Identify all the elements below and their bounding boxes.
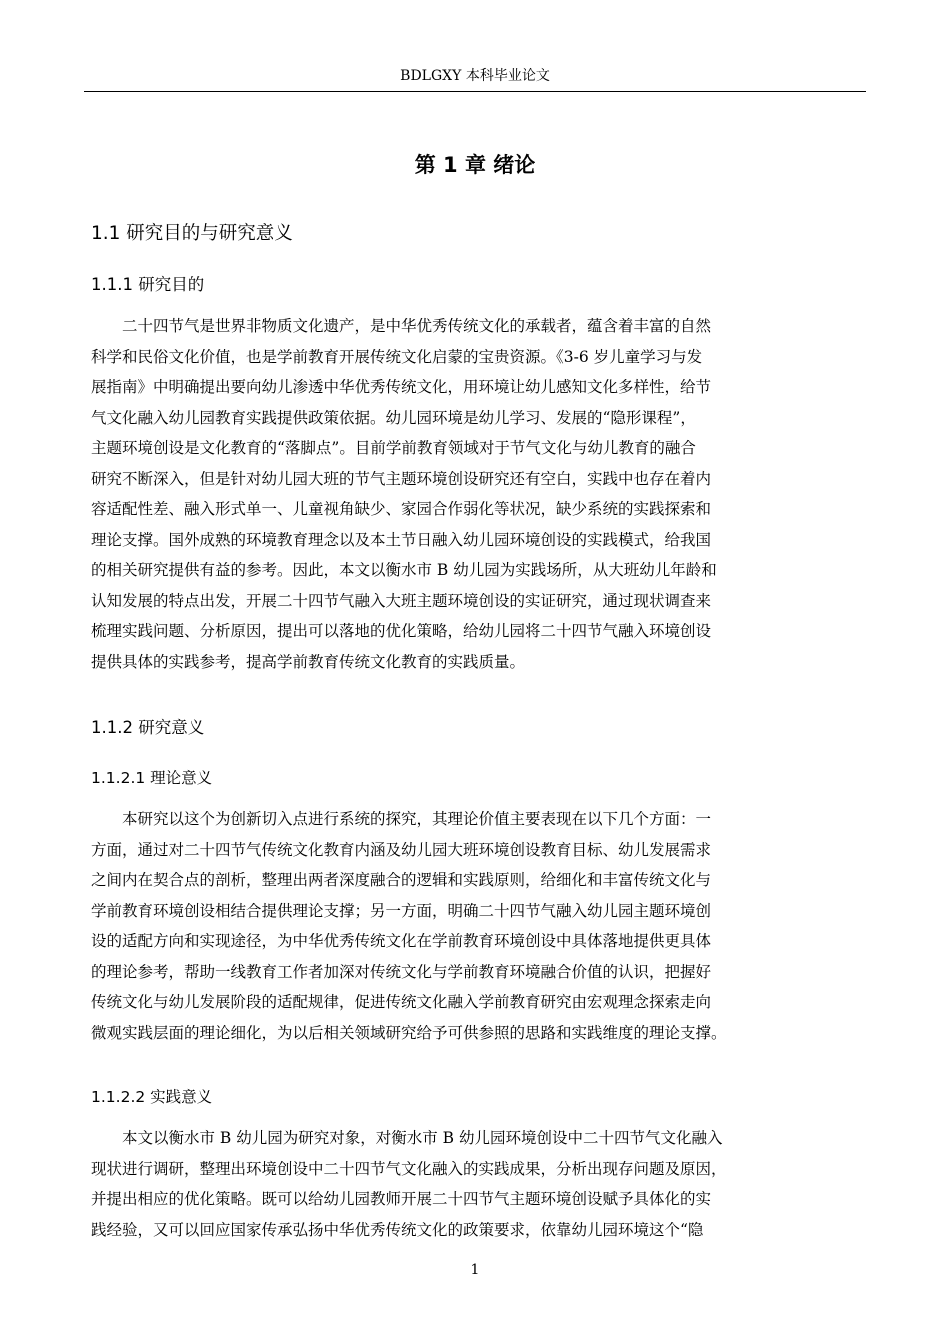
section-heading-1-1-2: 1.1.2 研究意义 [91,718,205,737]
text-line: 微观实践层面的理论细化，为以后相关领域研究给予可供参照的思路和实践维度的理论支撑。 [91,1023,727,1042]
text-line: 学前教育环境创设相结合提供理论支撑；另一方面，明确二十四节气融入幼儿园主题环境创 [91,901,712,920]
text-line: 二十四节气是世界非物质文化遗产，是中华优秀传统文化的承载者，蕴含着丰富的自然 [91,317,712,335]
text-line: 科学和民俗文化价值，也是学前教育开展传统文化启蒙的宝贵资源。《3-6 岁儿童学习与发 [91,347,703,366]
section-heading-1-1-2-1: 1.1.2.1 理论意义 [91,769,213,787]
section-heading-1-1-1: 1.1.1 研究目的 [91,275,205,294]
text-line: 设的适配方向和实现途径，为中华优秀传统文化在学前教育环境创设中具体落地提供更具体 [91,932,712,950]
text-line: 现状进行调研，整理出环境创设中二十四节气文化融入的实践成果，分析出现存问题及原因， [91,1159,727,1178]
text-line: 研究不断深入，但是针对幼儿园大班的节气主题环境创设研究还有空白，实践中也存在着内 [91,469,712,488]
text-line: 本文以衡水市 B 幼儿园为研究对象，对衡水市 B 幼儿园环境创设中二十四节气文化融入 [91,1129,723,1147]
paragraph-research-purpose [91,311,861,677]
section-heading-1-1: 1.1 研究目的与研究意义 [91,223,293,244]
text-line: 气文化融入幼儿园教育实践提供政策依据。幼儿园环境是幼儿学习、发展的“隐形课程”， [91,408,696,427]
text-line: 的理论参考，帮助一线教育工作者加深对传统文化与学前教育环境融合价值的认识，把握好 [91,962,712,981]
text-line: 理论支撑。国外成熟的环境教育理念以及本土节日融入幼儿园环境创设的实践模式，给我国 [91,530,712,549]
text-line: 主题环境创设是文化教育的“落脚点”。目前学前教育领域对于节气文化与幼儿教育的融合 [91,439,696,457]
paragraph-theoretical-significance [91,804,861,1048]
paragraph-practical-significance [91,1123,861,1245]
running-header: BDLGXY 本科毕业论文 [400,68,550,84]
page-number: 1 [470,1262,480,1278]
text-line: 提供具体的实践参考，提高学前教育传统文化教育的实践质量。 [91,652,526,671]
text-line: 认知发展的特点出发，开展二十四节气融入大班主题环境创设的实证研究，通过现状调查来 [91,591,712,610]
text-line: 梳理实践问题、分析原因，提出可以落地的优化策略，给幼儿园将二十四节气融入环境创设 [91,622,712,640]
chapter-title: 第 1 章 绪论 [414,153,536,177]
header-rule [84,91,866,92]
text-line: 传统文化与幼儿发展阶段的适配规律，促进传统文化融入学前教育研究由宏观理念探索走向 [91,993,712,1011]
text-line: 容适配性差、融入形式单一、儿童视角缺少、家园合作弱化等状况，缺少系统的实践探索和 [91,500,712,518]
text-line: 践经验，又可以回应国家传承弘扬中华优秀传统文化的政策要求，依靠幼儿园环境这个“隐 [91,1220,704,1239]
text-line: 并提出相应的优化策略。既可以给幼儿园教师开展二十四节气主题环境创设赋予具体化的实 [91,1190,712,1208]
text-line: 方面，通过对二十四节气传统文化教育内涵及幼儿园大班环境创设教育目标、幼儿发展需求 [91,840,712,859]
text-line: 的相关研究提供有益的参考。因此，本文以衡水市 B 幼儿园为实践场所，从大班幼儿年龄和 [91,561,717,579]
text-line: 展指南》中明确提出要向幼儿渗透中华优秀传统文化，用环境让幼儿感知文化多样性，给节 [91,378,712,396]
text-line: 之间内在契合点的剖析，整理出两者深度融合的逻辑和实践原则，给细化和丰富传统文化与 [91,871,712,889]
text-line: 本研究以这个为创新切入点进行系统的探究，其理论价值主要表现在以下几个方面：一 [91,810,712,828]
section-heading-1-1-2-2: 1.1.2.2 实践意义 [91,1088,213,1106]
